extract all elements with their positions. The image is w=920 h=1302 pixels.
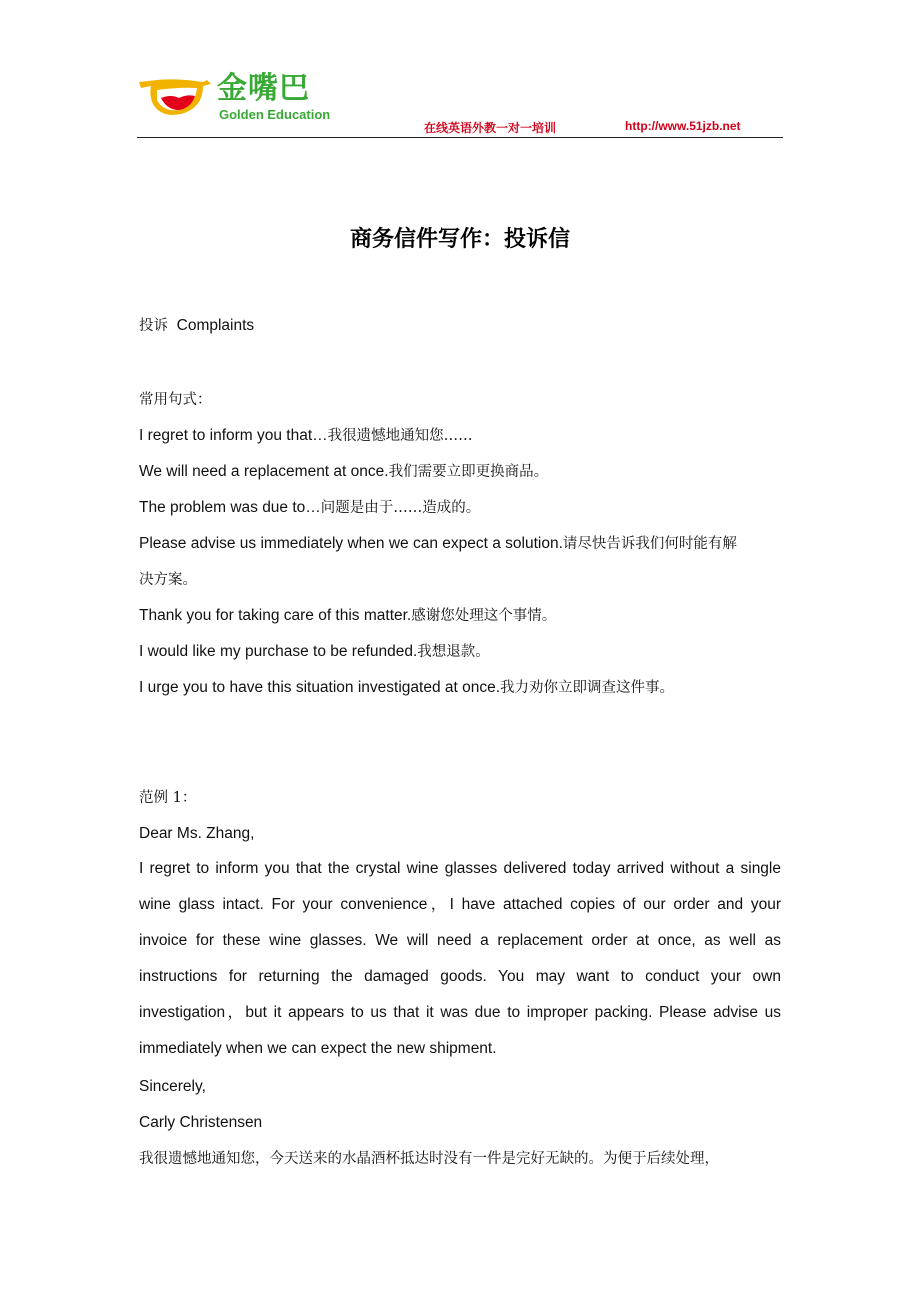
section-label <box>139 316 254 336</box>
logo-english-text: Golden Education <box>219 107 331 122</box>
header-divider <box>137 137 783 138</box>
phrase-cn: 我力劝你立即调查这件事。 <box>500 680 675 696</box>
phrase-item <box>139 498 480 518</box>
letter-closing: Sincerely, <box>139 1078 206 1095</box>
golden-education-logo <box>137 70 337 126</box>
section-label-en: Complaints <box>176 317 255 334</box>
letter-salutation: Dear Ms. Zhang, <box>139 825 255 842</box>
phrase-item <box>139 462 548 482</box>
letter-translation: 我很遗憾地通知您，今天送来的水晶酒杯抵达时没有一件是完好无缺的。为便于后续处理， <box>139 1151 719 1167</box>
phrase-cn: 请尽快告诉我们何时能有解 <box>562 536 737 552</box>
phrase-cn: 我很遗憾地通知您…… <box>327 428 473 444</box>
phrase-item <box>139 426 473 446</box>
letter-signature: Carly Christensen <box>139 1114 263 1131</box>
header-url-link[interactable]: http://www.51jzb.net <box>625 119 741 133</box>
phrase-cn: 我想退款。 <box>417 644 490 660</box>
phrases-heading: 常用句式： <box>139 392 212 408</box>
phrase-en: I urge you to have this situation investigated at once. <box>139 679 501 696</box>
logo-chinese-text: 金嘴巴 <box>217 71 310 106</box>
phrase-en: We will need a replacement at once. <box>139 463 389 480</box>
page-title: 商务信件写作：投诉信 <box>349 227 570 252</box>
phrase-en: I would like my purchase to be refunded. <box>139 643 418 660</box>
phrase-en: Please advise us immediately when we can expect a solution. <box>139 535 563 552</box>
phrase-en: Thank you for taking care of this matter. <box>139 607 412 624</box>
phrase-cn: 感谢您处理这个事情。 <box>411 608 557 624</box>
section-label-cn: 投诉 <box>139 318 168 334</box>
header-tagline: 在线英语外教一对一培训 <box>424 121 557 135</box>
phrase-item <box>139 534 737 554</box>
phrase-cn: 我们需要立即更换商品。 <box>388 464 549 480</box>
phrase-en: The problem was due to… <box>139 499 321 516</box>
phrase-cn-continuation: 决方案。 <box>139 572 197 588</box>
letter-body: I regret to inform you that the crystal wine glasses delivered today arrived without a single wine glass intact. For your convenience，I have attached copies of our order and your invoice for these wine glasses. We will need a replacement order at once, as well as instructions for returning the damaged goods. You may want to conduct your own investigation，but it appears to us that it was due to improper packing. Please advise us immediately when we can expect the new shipment. <box>139 860 781 1057</box>
phrase-cn: 问题是由于……造成的。 <box>320 500 481 516</box>
phrase-item <box>139 606 556 626</box>
phrase-item <box>139 642 490 662</box>
page-header <box>137 70 783 140</box>
mouth-bowl-icon <box>137 74 213 120</box>
example-label: 范例 1： <box>139 790 197 806</box>
phrase-en: I regret to inform you that… <box>139 427 328 444</box>
phrase-item <box>139 678 674 698</box>
